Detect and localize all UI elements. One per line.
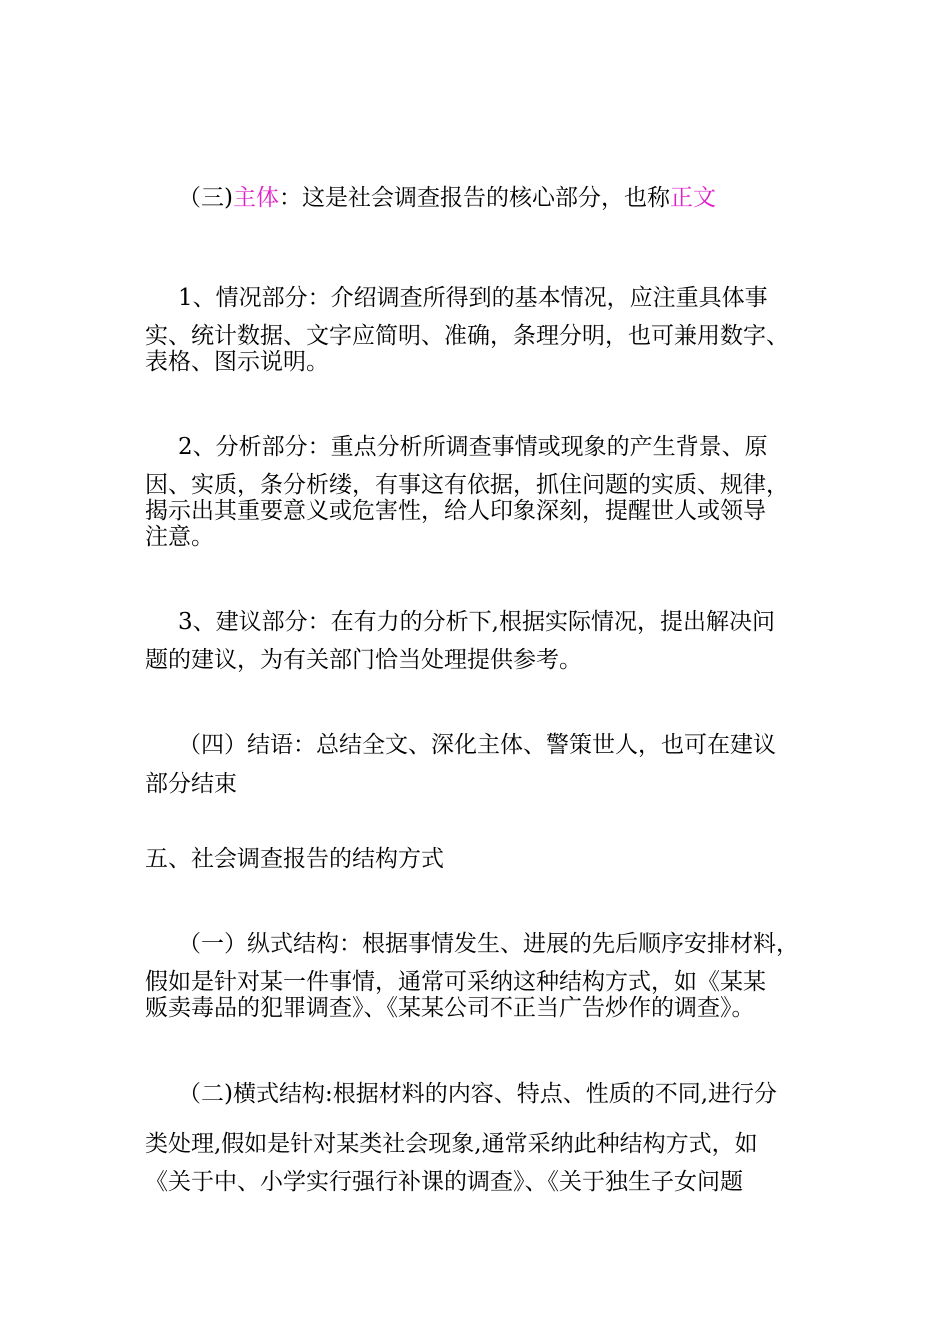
- paragraph-2-line-3: 揭示出其重要意义或危害性，给人印象深刻，提醒世人或领导: [145, 498, 766, 524]
- paragraph-5-line-2: 假如是针对某一件事情，通常可采纳这种结构方式，如《某某: [145, 969, 766, 995]
- paragraph-1-line-3: 表格、图示说明。: [145, 349, 329, 375]
- paragraph-4-line-2: 部分结束: [145, 771, 237, 797]
- section-prefix: （三): [178, 185, 233, 211]
- paragraph-2-line-4: 注意。: [145, 524, 214, 550]
- paragraph-2-line-1: 2、分析部分：重点分析所调查事情或现象的产生背景、原: [178, 434, 768, 460]
- paragraph-6-line-2: 类处理,假如是针对某类社会现象,通常采纳此种结构方式，如: [145, 1131, 758, 1157]
- paragraph-3-line-2: 题的建议，为有关部门恰当处理提供参考。: [145, 647, 582, 673]
- paragraph-2-line-2: 因、实质，条分析缕，有事这有依据，抓住问题的实质、规律，: [145, 472, 789, 498]
- paragraph-6-line-1: （二)横式结构:根据材料的内容、特点、性质的不同,进行分: [178, 1081, 778, 1107]
- paragraph-5-line-1: （一）纵式结构：根据事情发生、进展的先后顺序安排材料，: [178, 931, 799, 957]
- paragraph-1-line-2: 实、统计数据、文字应简明、准确，条理分明，也可兼用数字、: [145, 323, 789, 349]
- paragraph-3-line-1: 3、建议部分：在有力的分析下,根据实际情况，提出解决问: [178, 609, 775, 635]
- highlight-term-main-body: 主体: [232, 185, 279, 211]
- section-heading-main-body: [178, 184, 716, 212]
- paragraph-4-line-1: （四）结语：总结全文、深化主体、警策世人，也可在建议: [178, 732, 776, 758]
- paragraph-6-line-3: 《关于中、小学实行强行补课的调查》、《关于独生子女问题: [145, 1169, 743, 1195]
- section-description: ：这是社会调查报告的核心部分，也称: [278, 185, 670, 211]
- highlight-term-main-text: 正文: [669, 185, 716, 211]
- paragraph-5-line-3: 贩卖毒品的犯罪调查》、《某某公司不正当广告炒作的调查》。: [145, 995, 755, 1021]
- paragraph-1-line-1: 1、情况部分：介绍调查所得到的基本情况，应注重具体事: [178, 285, 768, 311]
- section-heading-5: 五、社会调查报告的结构方式: [145, 846, 444, 872]
